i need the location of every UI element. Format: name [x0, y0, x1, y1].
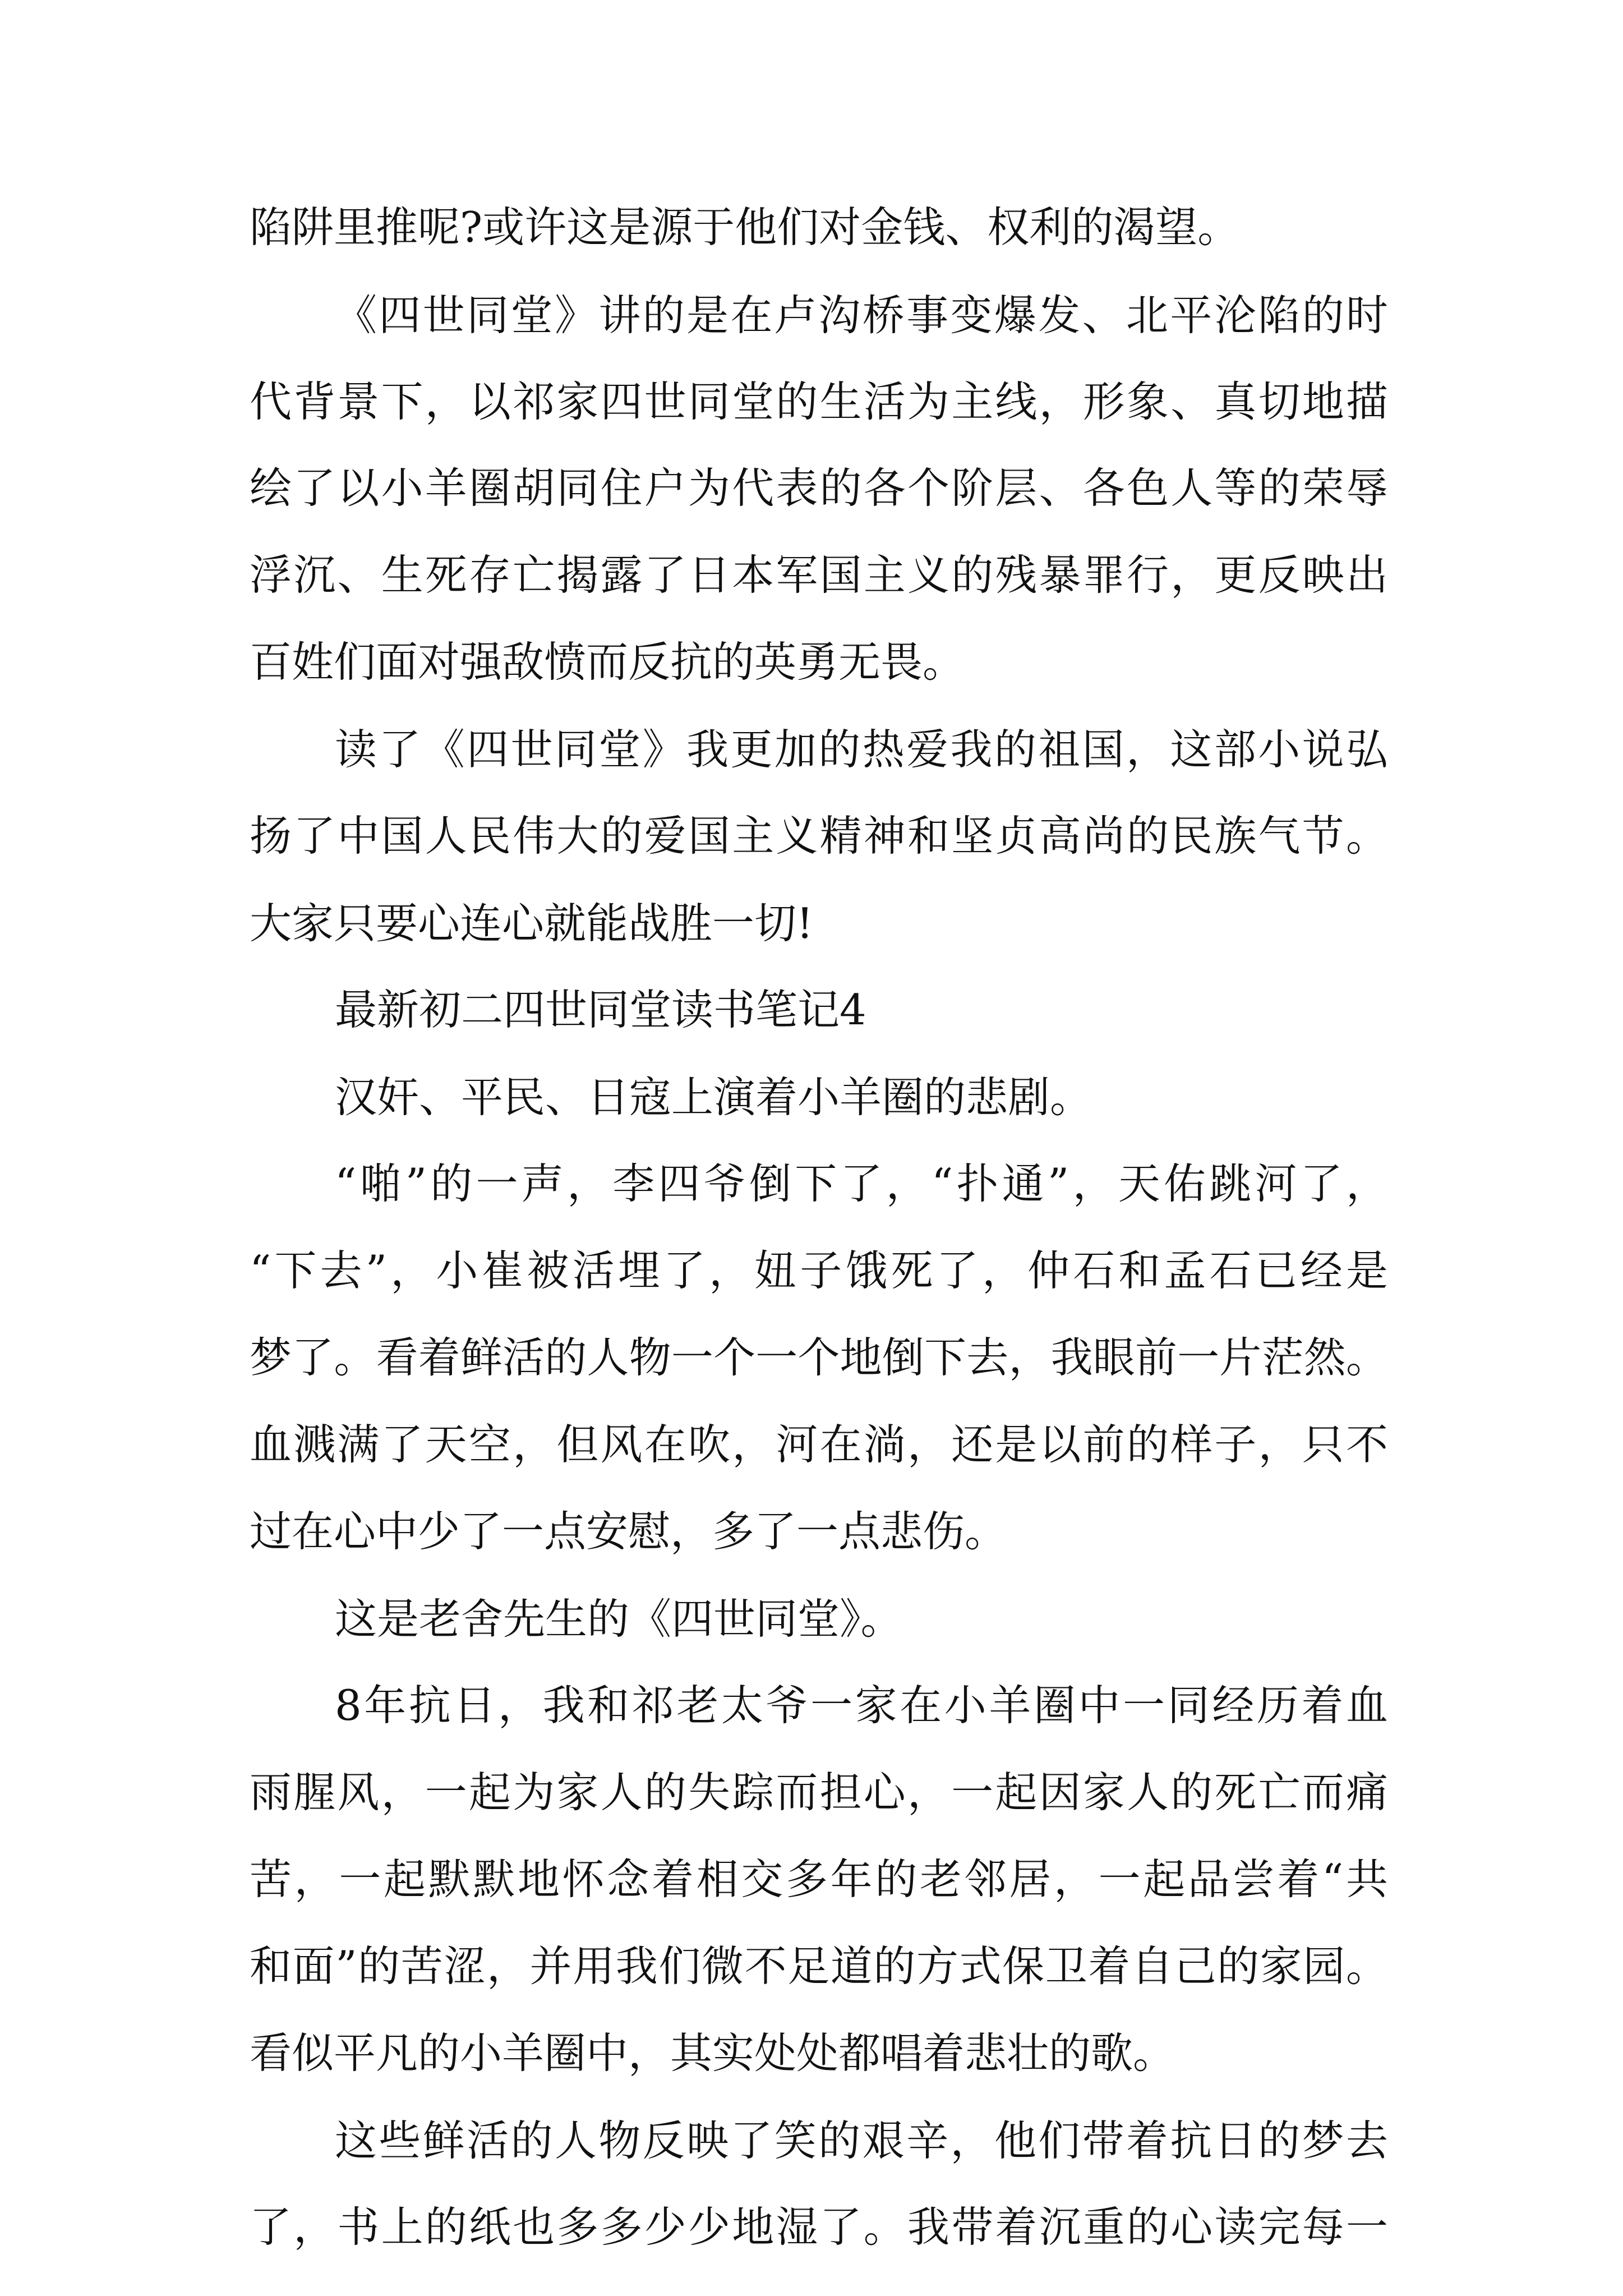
paragraph-first-line: 8年抗日，我和祁老太爷一家在小羊圈中一同经历着血: [335, 1681, 1388, 1730]
paragraph-first-line: “啪”的一声，李四爷倒下了，“扑通”，天佑跳河了，: [335, 1159, 1388, 1208]
text-line: 浮沉、生死存亡揭露了日本军国主义的残暴罪行，更反映出: [250, 550, 1388, 600]
paragraph-first-line: 《四世同堂》讲的是在卢沟桥事变爆发、北平沦陷的时: [335, 291, 1388, 340]
text-line: 过在心中少了一点安慰，多了一点悲伤。: [250, 1507, 1007, 1556]
text-line: 看似平凡的小羊圈中，其实处处都唱着悲壮的歌。: [250, 2028, 1175, 2078]
paragraph-first-line: 这些鲜活的人物反映了笑的艰辛，他们带着抗日的梦去: [335, 2116, 1388, 2165]
text-line: 了，书上的纸也多多少少地湿了。我带着沉重的心读完每一: [250, 2202, 1388, 2252]
text-line: 陷阱里推呢?或许这是源于他们对金钱、权利的渴望。: [250, 203, 1240, 252]
text-line: 绘了以小羊圈胡同住户为代表的各个阶层、各色人等的荣辱: [250, 463, 1388, 513]
paragraph-first-line: 读了《四世同堂》我更加的热爱我的祖国，这部小说弘: [335, 725, 1388, 774]
text-line: 苦，一起默默地怀念着相交多年的老邻居，一起品尝着“共: [250, 1855, 1388, 1904]
text-line: 梦了。看着鲜活的人物一个一个地倒下去，我眼前一片茫然。: [250, 1333, 1388, 1382]
text-line: 扬了中国人民伟大的爱国主义精神和坚贞高尚的民族气节。: [250, 811, 1388, 861]
paragraph-first-line: 汉奸、平民、日寇上演着小羊圈的悲剧。: [335, 1073, 1092, 1122]
text-line: 血溅满了天空，但风在吹，河在淌，还是以前的样子，只不: [250, 1420, 1388, 1469]
text-line: 大家只要心连心就能战胜一切!: [250, 899, 814, 948]
text-line: 百姓们面对强敌愤而反抗的英勇无畏。: [250, 637, 965, 687]
text-line: “下去”，小崔被活埋了，妞子饿死了，仲石和孟石已经是: [250, 1246, 1388, 1295]
section-heading: 最新初二四世同堂读书笔记4: [335, 985, 866, 1034]
paragraph-first-line: 这是老舍先生的《四世同堂》。: [335, 1594, 903, 1644]
text-line: 雨腥风，一起为家人的失踪而担心，一起因家人的死亡而痛: [250, 1768, 1388, 1817]
text-line: 和面”的苦涩，并用我们微不足道的方式保卫着自己的家园。: [250, 1941, 1388, 1991]
text-line: 代背景下，以祁家四世同堂的生活为主线，形象、真切地描: [250, 377, 1388, 426]
